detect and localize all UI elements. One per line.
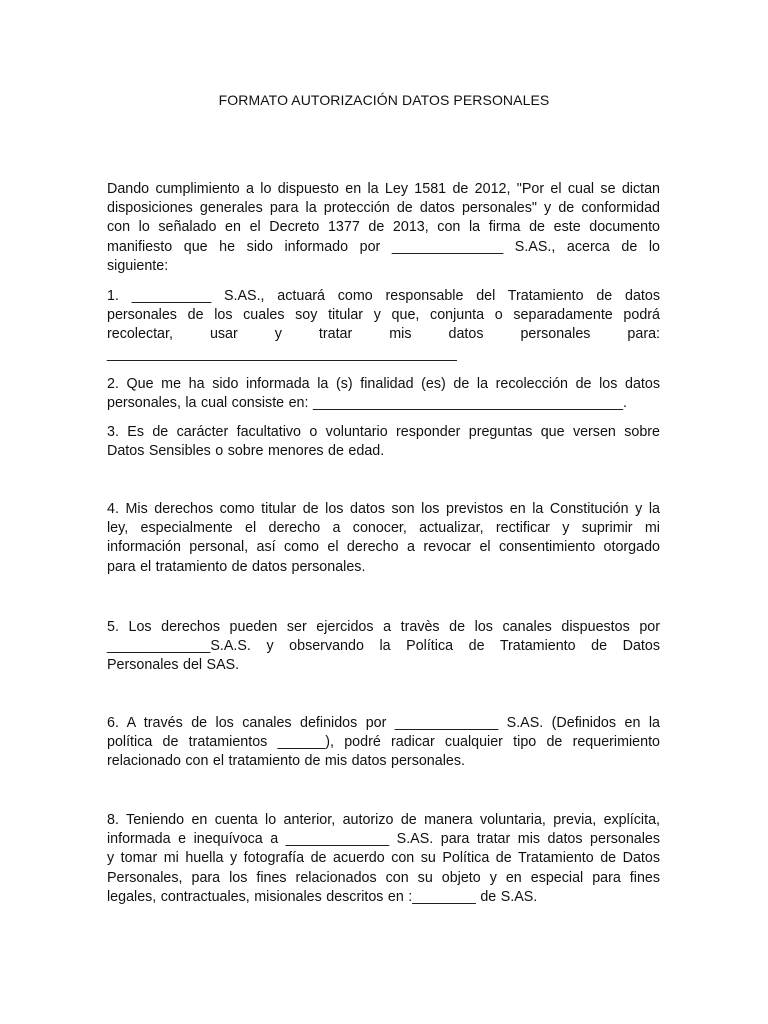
item-3-line: Datos Sensibles o sobre menores de edad.	[107, 443, 385, 460]
intro-line: manifiesto que he sido informado por ______________ S.AS., acerca de lo	[107, 238, 660, 255]
item-6-paragraph	[107, 714, 660, 772]
item-3-paragraph	[107, 423, 660, 461]
item-5-line: _____________S.A.S. y observando la Política de Tratamiento de Datos	[107, 638, 660, 655]
intro-line: disposiciones generales para la protección de datos personales" y de conformidad	[107, 200, 660, 217]
item-4-line: 4. Mis derechos como titular de los datos son los previstos en la Constitución y la	[107, 501, 660, 517]
item-1-line: personales de los cuales soy titular y que, conjunta o separadamente podrá	[107, 307, 660, 324]
item-5-paragraph	[107, 618, 660, 676]
item-6-line: política de tratamientos ______), podré radicar cualquier tipo de requerimiento	[107, 734, 660, 751]
intro-paragraph	[107, 180, 660, 276]
item-8-paragraph	[107, 811, 660, 907]
document-title: FORMATO AUTORIZACIÓN DATOS PERSONALES	[218, 92, 550, 108]
item-4-line: ley, especialmente el derecho a conocer, actualizar, rectificar y suprimir mi	[107, 520, 660, 537]
item-4-paragraph	[107, 500, 660, 577]
intro-line: siguiente:	[107, 257, 169, 274]
item-4-line: información personal, así como el derecho a revocar el consentimiento otorgado	[107, 539, 660, 556]
item-5-line: Personales del SAS.	[107, 657, 240, 674]
item-8-line: legales, contractuales, misionales descritos en :________ de S.AS.	[107, 888, 538, 905]
item-6-line: 6. A través de los canales definidos por _____________ S.AS. (Definidos en la	[107, 715, 660, 731]
item-2-line: personales, la cual consiste en: _______________________________________.	[107, 395, 628, 412]
item-5-line: 5. Los derechos pueden ser ejercidos a travès de los canales dispuestos por	[107, 619, 660, 635]
item-8-line: Personales, para los fines relacionados con su objeto y en especial para fines	[107, 869, 660, 886]
intro-line: Dando cumplimiento a lo dispuesto en la Ley 1581 de 2012, "Por el cual se dictan	[107, 181, 660, 197]
item-6-line: relacionado con el tratamiento de mis datos personales.	[107, 753, 465, 770]
item-2-line: 2. Que me ha sido informada la (s) finalidad (es) de la recolección de los datos	[107, 376, 660, 392]
item-1-line: 1. __________ S.AS., actuará como responsable del Tratamiento de datos	[107, 288, 660, 304]
item-1-line: recolectar, usar y tratar mis datos personales para:	[107, 326, 660, 343]
item-2-paragraph	[107, 375, 660, 413]
intro-line: con lo señalado en el Decreto 1377 de 2013, con la firma de este documento	[107, 219, 660, 236]
item-1-line: ____________________________________________	[107, 345, 457, 362]
item-8-line: informada e inequívoca a _____________ S.AS. para tratar mis datos personales	[107, 831, 660, 848]
item-1-paragraph	[107, 287, 660, 364]
item-4-line: para el tratamiento de datos personales.	[107, 558, 366, 575]
item-8-line: y tomar mi huella y fotografía de acuerdo con su Política de Tratamiento de Datos	[107, 850, 660, 867]
item-3-line: 3. Es de carácter facultativo o voluntario responder preguntas que versen sobre	[107, 424, 660, 440]
item-8-line: 8. Teniendo en cuenta lo anterior, autorizo de manera voluntaria, previa, explícita,	[107, 812, 660, 828]
